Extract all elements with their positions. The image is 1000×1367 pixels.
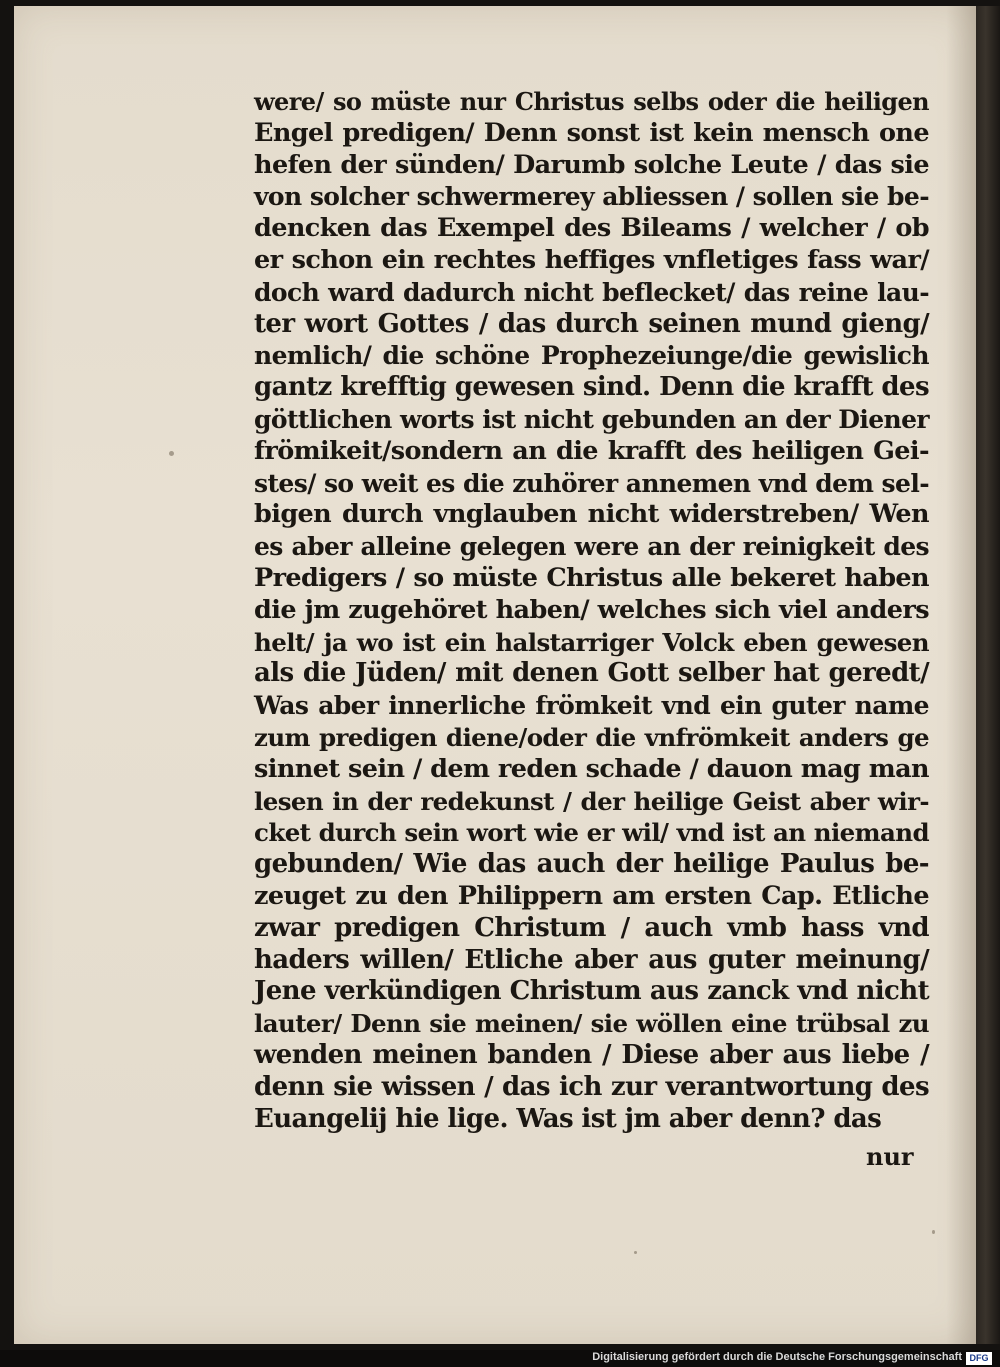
text-line: zeuget zu den Philippern am ersten Cap. Etliche bbox=[254, 880, 929, 911]
text-line: göttlichen worts ist nicht gebunden an der Diener bbox=[254, 404, 929, 434]
text-line: zum predigen diene/oder die vnfrömkeit anders ge bbox=[254, 722, 929, 752]
text-line: Jene verkündigen Christum aus zanck vnd nicht bbox=[254, 976, 929, 1007]
text-line: hefen der sünden/ Darumb solche Leute / das sie bbox=[254, 149, 929, 180]
page-text-block bbox=[254, 86, 929, 1135]
text-line: gebunden/ Wie das auch der heilige Paulus be- bbox=[254, 849, 929, 880]
text-line: gantz krefftig gewesen sind. Denn die krafft des bbox=[254, 372, 929, 403]
text-line: frömikeit/sondern an die krafft des heiligen Gei- bbox=[254, 435, 929, 466]
footer-bar bbox=[0, 1350, 1000, 1367]
text-line: lesen in der redekunst / der heilige Geist aber wir- bbox=[254, 786, 929, 816]
text-line: doch ward dadurch nicht beflecket/ das reine lau- bbox=[254, 277, 929, 307]
text-line: dencken das Exempel des Bileams / welcher / ob bbox=[254, 213, 929, 244]
text-line: cket durch sein wort wie er wil/ vnd ist an niemand bbox=[254, 818, 929, 848]
text-line: die jm zugehöret haben/ welches sich viel anders bbox=[254, 594, 929, 625]
paper-speck bbox=[169, 451, 174, 456]
footer-credit: Digitalisierung gefördert durch die Deutsche Forschungsgemeinschaft bbox=[592, 1351, 962, 1363]
catchword: nur bbox=[866, 1142, 914, 1171]
paper-speck bbox=[634, 1251, 637, 1254]
text-line: ter wort Gottes / das durch seinen mund gieng/ bbox=[254, 308, 929, 339]
book-page bbox=[14, 6, 976, 1344]
text-line: lauter/ Denn sie meinen/ sie wöllen eine trübsal zu bbox=[254, 1009, 929, 1039]
text-line: zwar predigen Christum / auch vmb hass vnd bbox=[254, 912, 929, 943]
text-line: von solcher schwermerey abliessen / sollen sie be- bbox=[254, 182, 929, 212]
text-line: es aber alleine gelegen were an der reinigkeit des bbox=[254, 532, 929, 562]
text-line: wenden meinen banden / Diese aber aus liebe / bbox=[254, 1039, 929, 1070]
text-line: er schon ein rechtes heffiges vnfletiges fass war/ bbox=[254, 244, 929, 275]
text-line: bigen durch vnglauben nicht widerstreben/ Wen bbox=[254, 499, 929, 530]
book-edge bbox=[976, 6, 1000, 1344]
text-line: stes/ so weit es die zuhörer annemen vnd dem sel- bbox=[254, 468, 929, 498]
text-line: denn sie wissen / das ich zur verantwortung des bbox=[254, 1071, 929, 1102]
text-line: were/ so müste nur Christus selbs oder die heiligen bbox=[254, 87, 929, 116]
dfg-logo: DFG bbox=[966, 1352, 992, 1365]
text-line: haders willen/ Etliche aber aus guter meinung/ bbox=[254, 944, 929, 975]
text-line: helt/ ja wo ist ein halstarriger Volck eben gewesen bbox=[254, 627, 929, 657]
text-line: Predigers / so müste Christus alle bekeret haben bbox=[254, 562, 929, 593]
text-line: sinnet sein / dem reden schade / dauon mag man bbox=[254, 753, 929, 784]
text-line: Was aber innerliche frömkeit vnd ein guter name bbox=[254, 691, 929, 721]
text-line: Engel predigen/ Denn sonst ist kein mensch one bbox=[254, 117, 929, 148]
paper-speck bbox=[932, 1230, 935, 1234]
text-line: Euangelij hie lige. Was ist jm aber denn? das bbox=[254, 1103, 882, 1134]
text-line: nemlich/ die schöne Prophezeiunge/die gewislich bbox=[254, 341, 929, 371]
text-line: als die Jüden/ mit denen Gott selber hat geredt/ bbox=[254, 658, 929, 689]
